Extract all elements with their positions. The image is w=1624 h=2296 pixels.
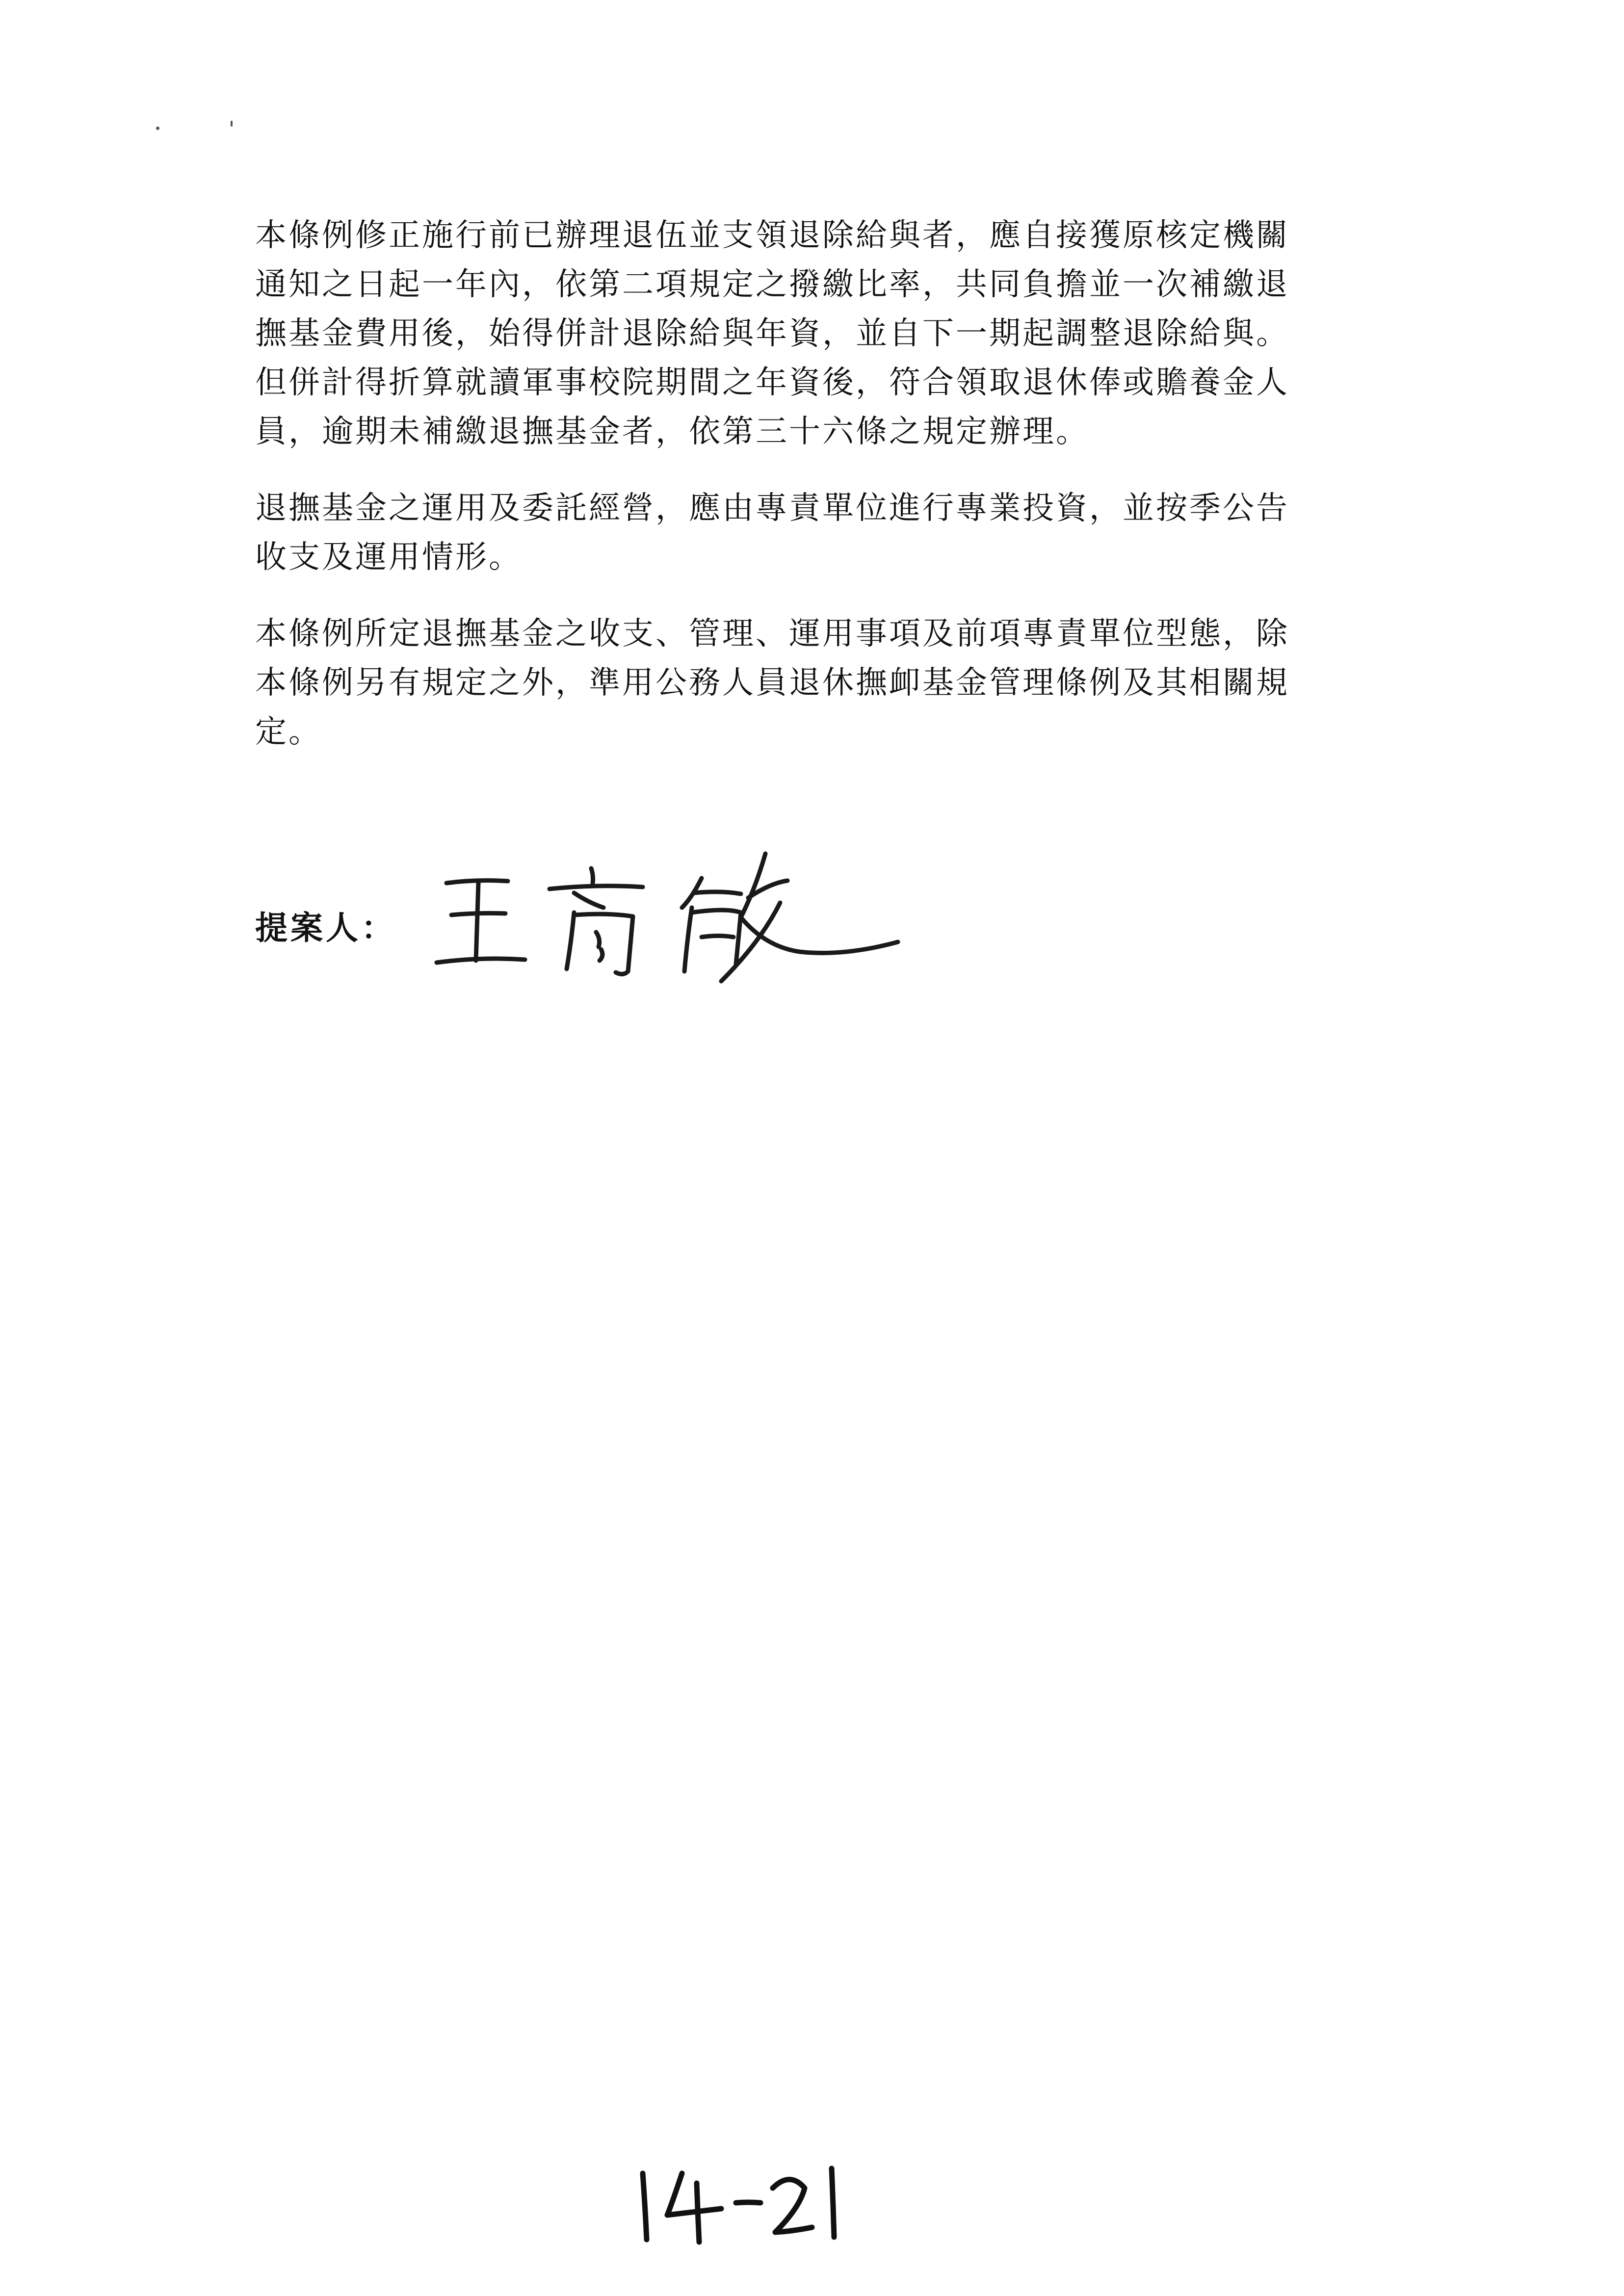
text-line: 本條例所定退撫基金之收支、管理、運用事項及前項專責單位型態，除 [255, 616, 1289, 652]
paragraph-retiree-contribution [255, 211, 1398, 456]
text-line: 本條例修正施行前已辦理退伍並支領退除給與者，應自接獲原核定機關 [255, 217, 1289, 254]
text-line: 退撫基金之運用及委託經營，應由專責單位進行專業投資，並按季公告 [255, 490, 1289, 526]
text-line: 定。 [255, 714, 322, 750]
proposer-row [255, 888, 396, 962]
text-line: 收支及運用情形。 [255, 539, 522, 575]
proposer-label: 提案人： [255, 909, 396, 947]
text-line: 員，逾期未補繳退撫基金者，依第三十六條之規定辦理。 [255, 414, 1089, 450]
text-line: 通知之日起一年內，依第二項規定之撥繳比率，共同負擔並一次補繳退 [255, 266, 1289, 303]
text-line: 撫基金費用後，始得併計退除給與年資，並自下一期起調整退除給與。 [255, 315, 1289, 352]
text-line: 但併計得折算就讀軍事校院期間之年資後，符合領取退休俸或贍養金人 [255, 365, 1289, 401]
text-line: 本條例另有規定之外，準用公務人員退休撫卹基金管理條例及其相關規 [255, 665, 1289, 701]
document-body [255, 211, 1398, 784]
handwritten-signature [427, 834, 917, 996]
handwritten-page-number [623, 2154, 859, 2252]
scan-speck [231, 121, 233, 127]
paragraph-fund-management [255, 484, 1398, 582]
scan-speck [156, 127, 159, 130]
paragraph-fund-regulations [255, 609, 1398, 757]
